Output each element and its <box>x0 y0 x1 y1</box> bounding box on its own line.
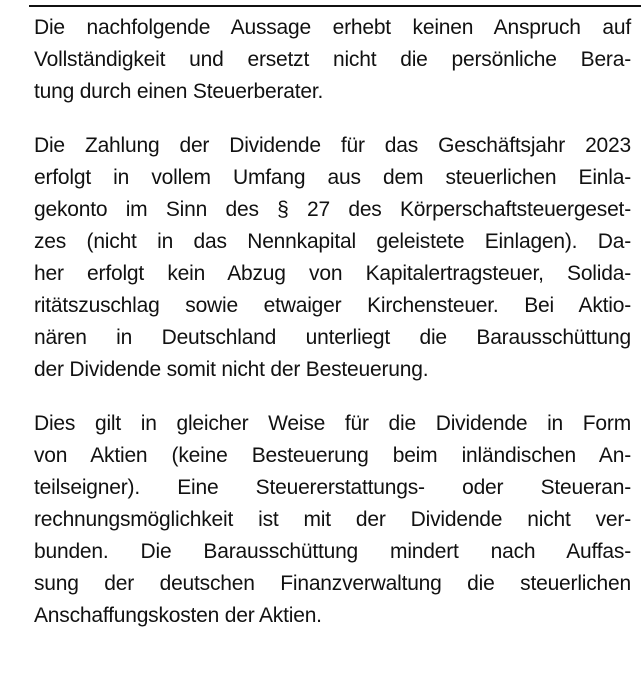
text-line: erfolgt in vollem Umfang aus dem steuerlichen Einla- <box>34 166 631 189</box>
text-line: Die nachfolgende Aussage erhebt keinen Anspruch auf <box>34 16 631 39</box>
text-line: rechnungsmöglichkeit ist mit der Dividende nicht ver- <box>34 508 631 531</box>
text-line: tung durch einen Steuerberater. <box>34 80 324 103</box>
text-line: gekonto im Sinn des § 27 des Körperschaftsteuergeset- <box>34 198 631 221</box>
text-line: bunden. Die Barausschüttung mindert nach Auffas- <box>34 540 631 563</box>
text-line: ritätszuschlag sowie etwaiger Kirchensteuer. Bei Aktio- <box>34 294 631 317</box>
text-line: der Dividende somit nicht der Besteuerung. <box>34 358 429 381</box>
text-line: sung der deutschen Finanzverwaltung die steuerlichen <box>34 572 631 595</box>
dividend-tax-paragraph <box>34 130 631 386</box>
text-line: von Aktien (keine Besteuerung beim inländischen An- <box>34 444 631 467</box>
text-line: Die Zahlung der Dividende für das Geschäftsjahr 2023 <box>34 134 631 157</box>
text-line: teilseigner). Eine Steuererstattungs- oder Steueran- <box>34 476 631 499</box>
text-line: Anschaffungskosten der Aktien. <box>34 604 322 627</box>
top-divider-line <box>29 5 641 7</box>
text-line: Dies gilt in gleicher Weise für die Dividende in Form <box>34 412 631 435</box>
text-line: her erfolgt kein Abzug von Kapitalertragsteuer, Solida- <box>34 262 631 285</box>
share-dividend-paragraph <box>34 408 631 632</box>
disclaimer-paragraph <box>34 12 631 108</box>
text-line: Vollständigkeit und ersetzt nicht die persönliche Bera- <box>34 48 631 71</box>
text-line: nären in Deutschland unterliegt die Barausschüttung <box>34 326 631 349</box>
text-line: zes (nicht in das Nennkapital geleistete Einlagen). Da- <box>34 230 631 253</box>
